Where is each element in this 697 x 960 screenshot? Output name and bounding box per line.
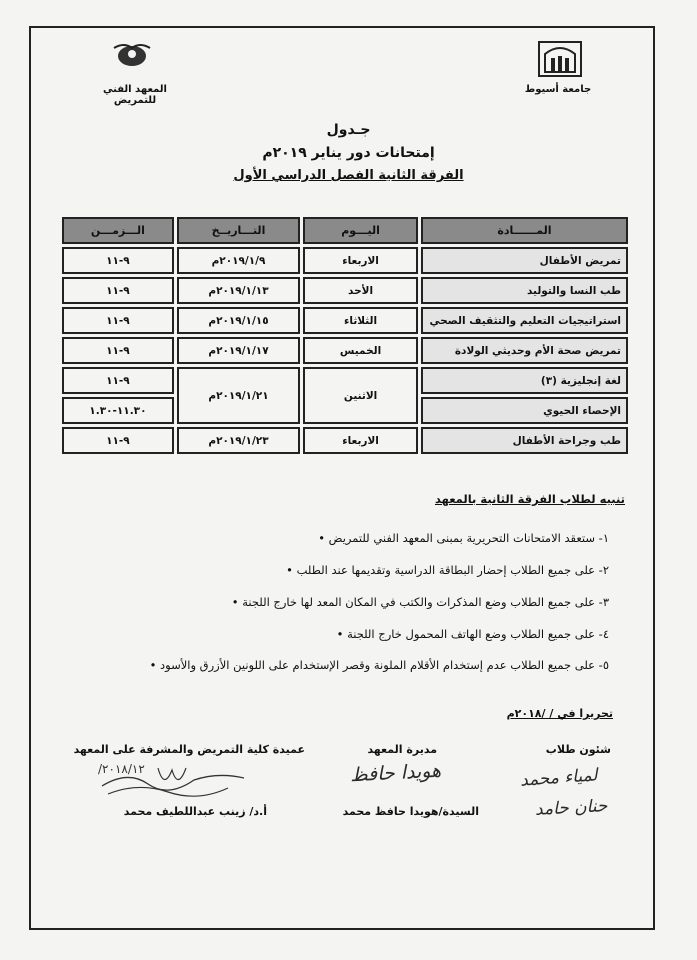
- cell-time: ٩-١١: [62, 427, 174, 454]
- table-row: [62, 427, 628, 454]
- cell-time: ٩-١١: [62, 307, 174, 334]
- table-row: [62, 307, 628, 334]
- cell-date: ٢٠١٩/١/١٣م: [177, 277, 300, 304]
- header-time: الـــزمـــن: [62, 217, 174, 244]
- cell-time: ٩-١١: [62, 247, 174, 274]
- cell-subject: تمريض صحة الأم وحديثي الولادة: [421, 337, 628, 364]
- cell-subject: الإحصاء الحيوي: [421, 397, 628, 424]
- affairs-signature-1: لمياء محمد: [519, 765, 599, 791]
- cell-subject: استراتيجيات التعليم والتثقيف الصحي: [421, 307, 628, 334]
- cell-date: ٢٠١٩/١/١٧م: [177, 337, 300, 364]
- notice-item: ٤- على جميع الطلاب وضع الهاتف المحمول خارج اللجنة •: [336, 627, 609, 641]
- affairs-signature-2: حنان حامد: [534, 796, 608, 820]
- cell-time: ٩-١١: [62, 367, 174, 394]
- cell-time: ٩-١١: [62, 337, 174, 364]
- dean-signature-date: ٢٠١٨/١٢/: [98, 762, 145, 776]
- table-header-row: [62, 217, 628, 244]
- doc-class-term: الفرقة الثانية الفصل الدراسي الأول: [233, 168, 464, 183]
- institute-logo-icon: [108, 38, 156, 70]
- table-row: [62, 277, 628, 304]
- cell-date: ٢٠١٩/١/٩م: [177, 247, 300, 274]
- header-day: اليـــوم: [303, 217, 418, 244]
- cell-subject: طب النسا والتوليد: [421, 277, 628, 304]
- university-logo-icon: [535, 38, 585, 80]
- cell-day: الثلاثاء: [303, 307, 418, 334]
- table-row: [62, 247, 628, 274]
- notice-title: تنبيه لطلاب الفرقة الثانية بالمعهد: [434, 492, 625, 506]
- institute-name: المعهد الفني للتمريض: [103, 84, 167, 106]
- notice-item: ٣- على جميع الطلاب وضع المذكرات والكتب في المكان المعد لها خارج اللجنة •: [231, 595, 609, 609]
- dean-label: عميدة كلية التمريض والمشرفة على المعهد: [73, 743, 305, 756]
- cell-subject: طب وجراحة الأطفال: [421, 427, 628, 454]
- cell-time: ١١.٣٠-١.٣٠: [62, 397, 174, 424]
- dean-name: أ.د/ زينب عبداللطيف محمد: [123, 805, 267, 818]
- header-date: التـــاريــخ: [177, 217, 300, 244]
- cell-day: الأحد: [303, 277, 418, 304]
- notice-item: ٢- على جميع الطلاب إحضار البطاقة الدراسية وتقديمها عند الطلب •: [286, 563, 609, 577]
- cell-date: ٢٠١٩/١/٢٣م: [177, 427, 300, 454]
- cell-date: ٢٠١٩/١/٢١م: [177, 367, 300, 424]
- cell-day: الاثنين: [303, 367, 418, 424]
- table-row: [62, 337, 628, 364]
- director-label: مديرة المعهد: [367, 743, 437, 756]
- cell-subject: تمريض الأطفال: [421, 247, 628, 274]
- notice-item: ١- ستعقد الامتحانات التحريرية بمبنى المعهد الفني للتمريض •: [318, 531, 609, 545]
- exam-schedule-table: [59, 214, 631, 457]
- cell-day: الخميس: [303, 337, 418, 364]
- doc-subtitle: إمتحانات دور يناير ٢٠١٩م: [262, 145, 435, 161]
- table-row: [62, 367, 628, 394]
- notice-item: ٥- على جميع الطلاب عدم إستخدام الأقلام الملونة وقصر الإستخدام على اللونين الأزرق والأسود •: [149, 658, 609, 672]
- doc-title: جـدول: [326, 122, 371, 138]
- student-affairs-label: شئون طلاب: [545, 743, 611, 756]
- university-name: جامعة أسيوط: [524, 84, 592, 95]
- cell-time: ٩-١١: [62, 277, 174, 304]
- written-date: تحريرا في / /٢٠١٨م: [506, 707, 613, 720]
- director-signature: هويدا حافظ: [349, 759, 442, 787]
- cell-subject: لغة إنجليزية (٣): [421, 367, 628, 394]
- director-name: السيدة/هويدا حافظ محمد: [342, 805, 479, 818]
- cell-day: الاربعاء: [303, 427, 418, 454]
- cell-date: ٢٠١٩/١/١٥م: [177, 307, 300, 334]
- header-subject: المــــــادة: [421, 217, 628, 244]
- cell-day: الاربعاء: [303, 247, 418, 274]
